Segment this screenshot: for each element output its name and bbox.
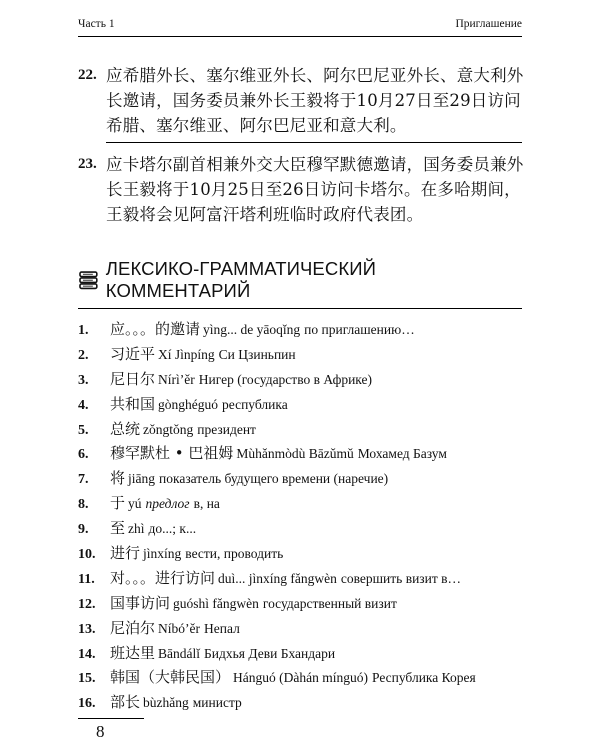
vocab-number: 9.: [78, 522, 89, 538]
book-stack-icon: [78, 269, 100, 291]
vocab-hanzi: 将: [110, 469, 126, 488]
vocab-number: 14.: [78, 646, 96, 662]
vocab-hanzi: 班达里: [110, 643, 156, 662]
vocab-number: 7.: [78, 472, 89, 488]
exercise-item-23: [78, 152, 530, 227]
vocab-hanzi: 韩国（大韩民国）: [110, 668, 231, 687]
vocab-translation: Непал: [204, 620, 240, 636]
vocab-number: 1.: [78, 323, 89, 338]
running-header: [78, 18, 522, 37]
vocab-translation: Мохамед Базум: [357, 446, 447, 462]
vocab-translation: Республика Корея: [371, 670, 476, 686]
list-item: [78, 642, 540, 667]
vocab-pinyin: yú: [128, 496, 142, 512]
vocab-pinyin: jìnxíng: [143, 546, 182, 562]
vocab-hanzi: 进行: [110, 544, 141, 563]
section-title: ЛЕКСИКО-ГРАММАТИЧЕСКИЙ КОММЕНТАРИЙ: [105, 258, 376, 301]
vocab-pinyin: duì... jìnxíng fǎngwèn: [218, 570, 337, 586]
header-chapter: Приглашение: [455, 18, 522, 30]
vocab-translation: Си Цзиньпин: [218, 346, 296, 362]
vocab-translation: президент: [197, 421, 256, 437]
exercise-item-22: [78, 63, 530, 138]
header-part: Часть 1: [78, 18, 115, 30]
vocab-translation: государственный визит: [262, 595, 397, 611]
item-text: 应希腊外长、塞尔维亚外长、阿尔巴尼亚外长、意大利外长邀请，国务委员兼外长王毅将于10月27日至29日访问希腊、塞尔维亚、阿尔巴尼亚和意大利。: [106, 66, 524, 135]
vocab-number: 5.: [78, 422, 89, 438]
vocab-number: 2.: [78, 347, 89, 363]
list-item: [78, 517, 540, 542]
vocab-translation: в, на: [193, 496, 220, 512]
list-item: [78, 617, 540, 642]
vocab-pinyin: Bāndálǐ: [158, 645, 201, 661]
vocab-number: 3.: [78, 372, 89, 388]
vocab-number: 6.: [78, 447, 89, 463]
list-item: [78, 442, 540, 467]
vocab-pinyin: Nírì’ěr: [158, 371, 195, 387]
vocab-number: 8.: [78, 497, 89, 513]
list-item: [78, 418, 540, 443]
vocab-pinyin: gònghéguó: [158, 396, 219, 412]
list-item: [78, 393, 540, 418]
vocab-number: 10.: [78, 547, 96, 563]
vocab-pinyin: bùzhǎng: [143, 695, 189, 711]
vocabulary-list: [78, 318, 540, 716]
list-item: [78, 318, 540, 343]
vocab-number: 15.: [78, 671, 96, 687]
vocab-number: 16.: [78, 696, 96, 712]
item-divider: [106, 142, 522, 143]
list-item: [78, 691, 540, 716]
vocab-pinyin: yìng... de yāoqǐng: [203, 322, 301, 337]
vocab-pinyin: Xí Jìnpíng: [158, 346, 215, 362]
item-number: 22.: [78, 67, 97, 83]
vocab-grammar-note: предлог: [145, 496, 190, 512]
list-item: [78, 567, 540, 592]
vocab-hanzi: 习近平: [110, 344, 156, 363]
vocab-pinyin: Hánguó (Dàhán mínguó): [233, 670, 368, 686]
page-number: 8: [96, 722, 105, 741]
vocab-pinyin: zǒngtǒng: [143, 421, 194, 437]
vocab-translation: вести, проводить: [185, 546, 284, 562]
vocab-hanzi: 总统: [110, 419, 141, 438]
vocab-hanzi: 共和国: [110, 394, 156, 413]
section-heading: [78, 258, 522, 309]
vocab-hanzi: 应。。。的邀请: [110, 320, 201, 338]
vocab-translation: по приглашению…: [304, 322, 415, 337]
vocab-hanzi: 尼日尔: [110, 369, 156, 388]
vocab-hanzi: 至: [110, 519, 126, 538]
vocab-pinyin: jiāng: [128, 471, 156, 487]
vocab-translation: Нигер (государство в Африке): [198, 371, 373, 387]
list-item: [78, 666, 540, 691]
vocab-number: 12.: [78, 596, 96, 612]
vocab-pinyin: guóshì fǎngwèn: [173, 595, 259, 611]
list-item: [78, 343, 540, 368]
list-item: [78, 467, 540, 492]
vocab-number: 11.: [78, 571, 95, 587]
vocab-hanzi: 部长: [110, 693, 141, 712]
vocab-pinyin: Mùhǎnmòdù Bāzǔmǔ: [236, 446, 354, 462]
item-number: 23.: [78, 156, 97, 172]
vocab-hanzi: 穆罕默杜 • 巴祖姆: [110, 444, 234, 463]
vocab-translation: показатель будущего времени (наречие): [159, 471, 389, 487]
vocab-translation: Бидхья Деви Бхандари: [204, 645, 336, 661]
vocab-hanzi: 国事访问: [110, 593, 171, 612]
vocab-pinyin: Níbó’ěr: [158, 620, 200, 636]
vocab-pinyin: zhì: [128, 521, 145, 537]
vocab-hanzi: 对。。。进行访问: [110, 568, 216, 587]
vocab-number: 13.: [78, 621, 96, 637]
list-item: [78, 542, 540, 567]
list-item: [78, 492, 540, 517]
item-text: 应卡塔尔副首相兼外交大臣穆罕默德邀请，国务委员兼外长王毅将于10月25日至26日访问卡塔尔。在多哈期间，王毅将会见阿富汗塔利班临时政府代表团。: [106, 155, 524, 224]
list-item: [78, 592, 540, 617]
vocab-hanzi: 于: [110, 494, 126, 513]
list-item: [78, 368, 540, 393]
footer-rule: [78, 718, 144, 719]
vocab-translation: до...; к...: [148, 521, 197, 537]
vocab-translation: республика: [222, 396, 288, 412]
vocab-translation: совершить визит в…: [340, 570, 462, 586]
vocab-translation: министр: [192, 695, 242, 711]
vocab-hanzi: 尼泊尔: [110, 618, 156, 637]
vocab-number: 4.: [78, 397, 89, 413]
